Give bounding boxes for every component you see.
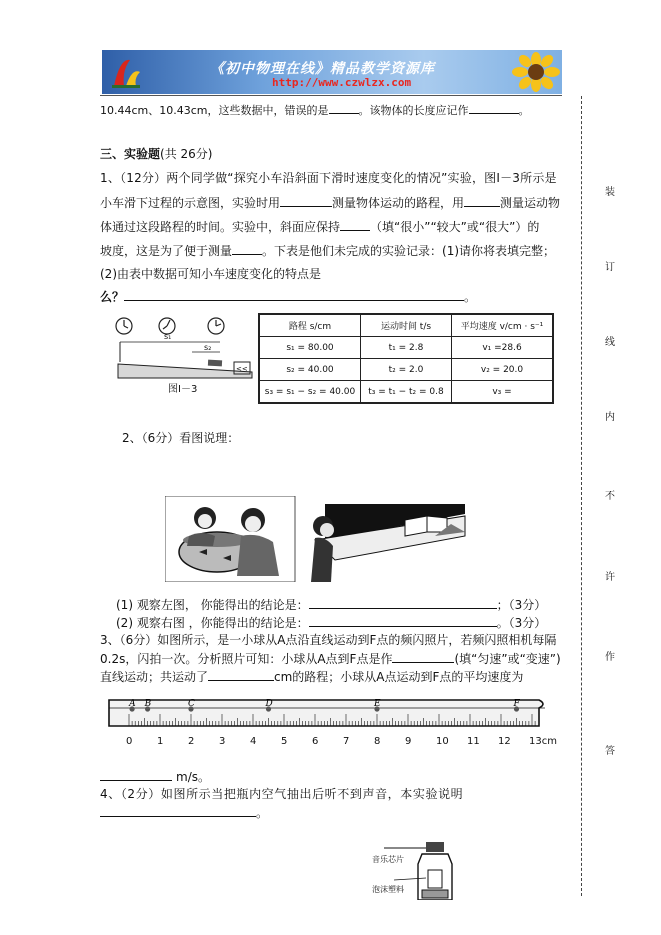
answer-blank[interactable] <box>464 194 500 207</box>
intro-text-2: 。该物体的长度应记作 <box>358 104 469 117</box>
ball-point-label: A <box>129 699 136 709</box>
ruler-tick-label: 6 <box>312 736 319 747</box>
table-row <box>259 381 553 404</box>
answer-blank[interactable] <box>392 650 454 663</box>
header-rule <box>100 95 562 96</box>
q2-item-1 <box>116 596 546 613</box>
table-row <box>259 337 553 359</box>
margin-char: 作 <box>605 652 615 663</box>
bell-jar-figure <box>372 834 472 900</box>
foam-label: 泡沫塑料 <box>372 885 404 894</box>
q1-text: 测量物体运动的路程，用 <box>332 196 465 210</box>
q3-text: 0.2s，闪拍一次。分析照片可知：小球从A点到F点是作 <box>100 652 393 666</box>
ruler-tick-label: 0 <box>126 736 133 747</box>
incline-figure <box>112 312 254 396</box>
q3-text: m/s。 <box>176 770 210 784</box>
ball-point-label: C <box>188 699 195 709</box>
ruler-tick-label: 4 <box>250 736 257 747</box>
answer-blank[interactable] <box>124 288 464 301</box>
ruler-tick-label: 11 <box>467 736 480 747</box>
table-cell: v₂ = 20.0 <box>452 359 554 381</box>
q2-item-2 <box>116 614 546 631</box>
answer-blank[interactable] <box>340 218 370 231</box>
table-header: 平均速度 v/cm · s⁻¹ <box>452 314 554 337</box>
section-score: (共 26分) <box>160 147 213 161</box>
ruler-tick-label: 1 <box>157 736 164 747</box>
ruler-tick-label: 8 <box>374 736 381 747</box>
q2-text: (1) 观察左图， 你能得出的结论是： <box>116 598 309 612</box>
q1-text: 。 <box>464 290 477 304</box>
answer-blank[interactable] <box>309 596 497 609</box>
table-header-row <box>259 314 553 337</box>
q2-text: (2) 观察右图 ，你能得出的结论是： <box>116 616 309 630</box>
chip-label: 音乐芯片 <box>372 855 404 864</box>
margin-char: 许 <box>605 572 615 583</box>
ruler-tick-labels <box>107 736 557 750</box>
q3-line-4 <box>100 768 210 785</box>
binding-line <box>581 96 582 896</box>
q2-title: 2、（6分）看图说理： <box>122 431 240 445</box>
q1-line-2 <box>100 194 560 211</box>
ruler-tick-label: 5 <box>281 736 288 747</box>
figure-caption: 图Ⅰ－3 <box>168 384 198 395</box>
logo-icon <box>108 54 144 90</box>
ruler-tick-label: 9 <box>405 736 412 747</box>
ruler-tick-label: 2 <box>188 736 195 747</box>
q4-text: 。 <box>256 806 269 820</box>
sunflower-icon <box>512 52 560 92</box>
q1-line-1: 1、（12分）两个同学做“探究小车沿斜面下滑时速度变化的情况”实验，图Ⅰ－3所示是 <box>100 171 557 185</box>
margin-char: 答 <box>605 746 615 757</box>
margin-char: 内 <box>605 412 615 423</box>
table-row <box>259 359 553 381</box>
ball-point-label: D <box>265 699 273 709</box>
ruler-tick-label: 3 <box>219 736 226 747</box>
margin-char: 不 <box>605 491 615 502</box>
q1-text: 测量运动物 <box>500 196 561 210</box>
intro-text-3: 。 <box>518 104 530 117</box>
ruler-tick-label: 10 <box>436 736 449 747</box>
q1-line-5: (2)由表中数据可知小车速度变化的特点是 <box>100 267 321 281</box>
intro-line <box>100 101 530 119</box>
ball-point-label: E <box>374 699 381 709</box>
table-header: 运动时间 t/s <box>361 314 452 337</box>
svg-text:<<: << <box>236 365 248 373</box>
answer-blank[interactable] <box>329 101 359 114</box>
table-cell: s₂ = 40.00 <box>259 359 361 381</box>
q4-line-2 <box>100 804 268 821</box>
ruler-tick-label: 12 <box>498 736 511 747</box>
ruler-tick-label: 13cm <box>529 736 557 747</box>
q1-line-3 <box>100 218 539 235</box>
q2-text: 。（3分） <box>496 616 547 630</box>
q3-text: 直线运动；共运动了 <box>100 670 209 684</box>
table-cell: t₂ = 2.0 <box>361 359 452 381</box>
section-heading <box>100 146 212 162</box>
answer-blank[interactable] <box>208 668 274 681</box>
ruler-tick-label: 7 <box>343 736 350 747</box>
intro-text-1: 10.44cm、10.43cm，这些数据中，错误的是 <box>100 104 329 117</box>
q3-text: (填“匀速”或“变速”) <box>454 652 561 666</box>
figure-s2-label: s₂ <box>204 343 212 352</box>
data-table <box>258 313 554 404</box>
q3-line-2 <box>100 650 561 667</box>
answer-blank[interactable] <box>469 101 519 114</box>
answer-blank[interactable] <box>100 804 256 817</box>
table-cell: t₃ = t₁ − t₂ = 0.8 <box>361 381 452 404</box>
ruler-figure <box>107 694 549 730</box>
margin-char: 线 <box>605 337 615 348</box>
q3-line-1: 3、（6分）如图所示，是一小球从A点沿直线运动到F点的频闪照片，若频闪照相机每隔 <box>100 633 557 647</box>
q1-text: 。下表是他们未完成的实验记录：(1)请你将表填完整； <box>262 244 556 258</box>
q3-line-3 <box>100 668 523 685</box>
answer-blank[interactable] <box>280 194 332 207</box>
header-banner <box>102 50 562 94</box>
q3-text: cm的路程；小球从A点运动到F点的平均速度为 <box>274 670 524 684</box>
table-cell: s₁ = 80.00 <box>259 337 361 359</box>
q1-text: 么？ <box>100 290 125 304</box>
q2-illustrations <box>165 496 473 582</box>
margin-char: 装 <box>605 187 615 198</box>
answer-blank[interactable] <box>309 614 497 627</box>
q1-text: 体通过这段路程的时间。实验中，斜面应保持 <box>100 220 341 234</box>
figure-s1-label: s₁ <box>164 332 172 341</box>
ball-point-label: B <box>144 699 152 709</box>
q4-line-1: 4、（2分）如图所示当把瓶内空气抽出后听不到声音，本实验说明 <box>100 787 464 801</box>
q1-line-6 <box>100 288 476 305</box>
q1-line-4 <box>100 242 555 259</box>
banner-title: 《初中物理在线》精品教学资源库 <box>210 61 435 77</box>
table-cell: t₁ = 2.8 <box>361 337 452 359</box>
answer-blank[interactable] <box>100 768 172 781</box>
table-cell: v₃ = <box>452 381 554 404</box>
margin-char: 订 <box>605 262 615 273</box>
table-cell: s₃ = s₁ − s₂ = 40.00 <box>259 381 361 404</box>
answer-blank[interactable] <box>232 242 262 255</box>
table-cell: v₁ =28.6 <box>452 337 554 359</box>
q1-text: （填“很小”“较大”或“很大”）的 <box>370 220 540 234</box>
q1-text: 小车滑下过程的示意图，实验时用 <box>100 196 281 210</box>
q1-text: 坡度，这是为了便于测量 <box>100 244 233 258</box>
ball-point-label: F <box>513 699 520 709</box>
banner-url[interactable]: http://www.czwlzx.com <box>272 76 412 89</box>
table-header: 路程 s/cm <box>259 314 361 337</box>
q2-text: ；（3分） <box>496 598 547 612</box>
section-title: 三、实验题 <box>100 147 161 161</box>
